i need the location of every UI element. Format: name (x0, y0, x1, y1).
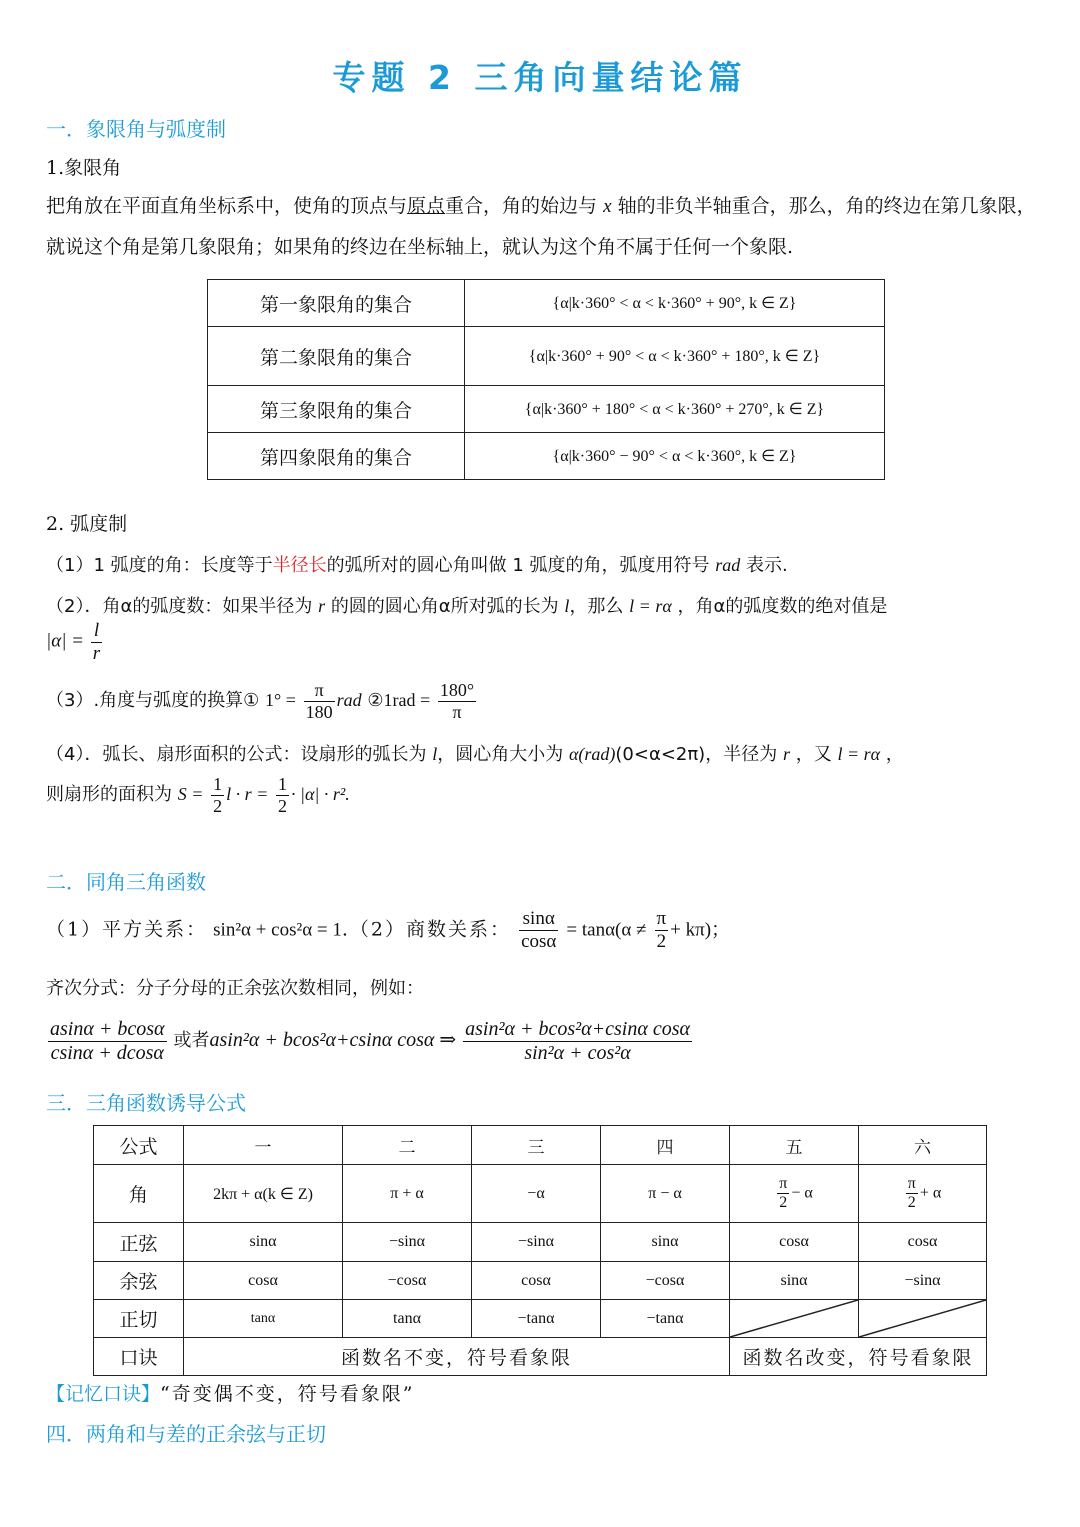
den: 2 (907, 1194, 916, 1211)
text: 把角放在平面直角坐标系中，使角的顶点与 (46, 195, 408, 217)
table-row (94, 1262, 987, 1300)
text: （1）平方关系： (46, 918, 208, 941)
abs-alpha-formula (46, 620, 104, 665)
pythag-identity: sin²α + cos²α = 1 (213, 919, 342, 941)
table-row (94, 1338, 987, 1376)
row-label: 正切 (94, 1300, 184, 1338)
radian-item-3 (46, 680, 478, 722)
angle-cell: −α (472, 1165, 601, 1223)
lhs: |α| = (46, 630, 84, 652)
tail: + α (919, 1184, 942, 1202)
value-cell: sinα (730, 1262, 859, 1300)
value-cell: sinα (601, 1223, 730, 1262)
quad-label: 第一象限角的集合 (208, 280, 465, 327)
formula-l-eq: l = rα (629, 596, 672, 616)
den: r (92, 642, 101, 664)
underlined-origin: 原点 (407, 195, 446, 217)
deg-eq: 1° = (265, 690, 296, 711)
value-cell: cosα (859, 1223, 987, 1262)
expr: l · r = (226, 784, 269, 805)
value-cell: −sinα (343, 1223, 472, 1262)
quadrant-set-table (207, 279, 885, 480)
text: （3）.角度与弧度的换算① (46, 690, 260, 712)
fraction-l-over-r (91, 620, 102, 665)
num: 1 (278, 774, 288, 794)
fraction-pi-180 (304, 680, 335, 722)
num: π (656, 908, 667, 929)
text: （1）1 弧度的角：长度等于 (46, 555, 273, 576)
or-text: 或者 (173, 1030, 210, 1052)
diagonal-line (730, 1300, 858, 1337)
quad-set: {α|k·360° + 90° < α < k·360° + 180°, k ∈ Z} (465, 327, 885, 386)
text: 则扇形的面积为 (46, 784, 172, 806)
fraction-180-pi (438, 680, 476, 722)
text: ，又 (795, 744, 832, 765)
num: π (304, 680, 335, 702)
radian-item-1 (46, 551, 788, 577)
quad-set: {α|k·360° − 90° < α < k·360°, k ∈ Z} (465, 433, 885, 480)
quad-set: {α|k·360° < α < k·360° + 90°, k ∈ Z} (465, 280, 885, 327)
angle-cell (730, 1165, 859, 1223)
table-row (208, 327, 885, 386)
radian-item-2 (46, 592, 887, 618)
quad-label: 第四象限角的集合 (208, 433, 465, 480)
fraction-pi-2 (906, 1175, 918, 1213)
header-cell: 二 (343, 1126, 472, 1165)
table-row (94, 1300, 987, 1338)
section-heading-2: 二．同角三角函数 (46, 870, 206, 894)
text: （4）．弧长、扇形面积的公式：设扇形的弧长为 (46, 744, 427, 765)
same-angle-relations (46, 908, 730, 953)
table-row (94, 1165, 987, 1223)
table-row (94, 1223, 987, 1262)
homogeneous-example (46, 1018, 694, 1065)
mnemonic-cell: 函数名不变，符号看象限 (184, 1338, 730, 1376)
text: (0<α<2π)，半径为 (615, 744, 778, 765)
page-title: 专题 2 三角向量结论篇 (332, 58, 748, 97)
value-cell: tanα (343, 1300, 472, 1338)
num: l (91, 620, 102, 643)
quad-label: 第三象限角的集合 (208, 386, 465, 433)
homogeneous-note: 齐次分式：分子分母的正余弦次数相同，例如： (46, 978, 424, 999)
section-heading-4: 四．两角和与差的正余弦与正切 (46, 1422, 326, 1446)
text: ，角α的弧度数的绝对值是 (677, 596, 888, 617)
fraction-pi-2 (655, 908, 669, 953)
den: 2 (278, 795, 288, 816)
table-row (208, 433, 885, 480)
unit-rad: rad (336, 690, 362, 711)
value-cell: sinα (184, 1223, 343, 1262)
radian-item-4 (46, 740, 904, 766)
expr: asin²α + bcos²α+csinα cosα ⇒ (209, 1029, 457, 1052)
value-cell: tanα (184, 1300, 343, 1338)
quadrant-definition (46, 186, 1036, 268)
var-l: l (564, 596, 570, 616)
value-cell: −cosα (601, 1262, 730, 1300)
var-l: l (432, 744, 438, 764)
empty-diagonal-cell (859, 1300, 987, 1338)
num: asin²α + bcos²α+csinα cosα (465, 1018, 690, 1040)
fraction-sin-cos (519, 908, 558, 953)
alpha-rad: α(rad) (568, 744, 616, 764)
num: asinα + bcosα (50, 1018, 165, 1040)
text: ，圆心角大小为 (437, 744, 564, 765)
text: ，那么 (569, 596, 624, 617)
empty-diagonal-cell (730, 1300, 859, 1338)
num: π (777, 1175, 789, 1194)
table-row (94, 1126, 987, 1165)
num: 180° (439, 680, 475, 700)
num: sinα (519, 908, 558, 931)
section-heading-3: 三．三角函数诱导公式 (46, 1091, 246, 1115)
value-cell: −sinα (859, 1262, 987, 1300)
row-label: 余弦 (94, 1262, 184, 1300)
den: 2 (656, 930, 667, 952)
expr: = tanα(α ≠ (566, 919, 647, 941)
header-cell: 六 (859, 1126, 987, 1165)
value-cell: −cosα (343, 1262, 472, 1300)
memory-tag: 【记忆口诀】 (46, 1383, 161, 1405)
header-cell: 三 (472, 1126, 601, 1165)
num: 1 (213, 774, 223, 794)
expr: + kπ)； (670, 919, 731, 941)
header-cell: 四 (601, 1126, 730, 1165)
value-cell: cosα (184, 1262, 343, 1300)
value-cell: cosα (472, 1262, 601, 1300)
quad-set: {α|k·360° + 180° < α < k·360° + 270°, k ∈ Z} (465, 386, 885, 433)
rad-eq: ②1rad = (367, 690, 431, 711)
diagonal-line (859, 1300, 986, 1337)
fraction-quadratic (463, 1018, 692, 1065)
text: .（2）商数关系： (341, 918, 512, 941)
value-cell: −tanα (472, 1300, 601, 1338)
row-label: 口诀 (94, 1338, 184, 1376)
header-cell: 公式 (94, 1126, 184, 1165)
den: sin²α + cos²α (524, 1042, 631, 1064)
quad-label: 第二象限角的集合 (208, 327, 465, 386)
angle-cell (859, 1165, 987, 1223)
fraction-linear (48, 1018, 167, 1065)
memory-text: “奇变偶不变，符号看象限” (160, 1383, 415, 1405)
expr: · |α| · r². (291, 784, 350, 805)
radian-item-5 (46, 774, 350, 816)
var-r: r (782, 744, 790, 764)
var-r: r (318, 596, 326, 616)
text: 轴的非负半轴重合，那么，角的终边在第几象限，就说这个角是第几象限角；如果角的终边在坐标轴上，就认为这个角不属于任何一个象限. (46, 195, 1036, 258)
tail: − α (791, 1184, 813, 1202)
subheading-radian: 2. 弧度制 (46, 513, 128, 535)
fraction-half (276, 774, 289, 816)
header-cell: 一 (184, 1126, 343, 1165)
highlight-radius: 半径长 (272, 555, 327, 576)
var-x: x (603, 196, 612, 217)
subheading-quadrant: 1.象限角 (46, 157, 122, 179)
den: csinα + dcosα (50, 1042, 164, 1064)
fraction-pi-2 (777, 1175, 789, 1213)
table-row (208, 280, 885, 327)
unit-rad: rad (715, 555, 741, 575)
mnemonic-cell: 函数名改变，符号看象限 (730, 1338, 987, 1376)
row-label: 角 (94, 1165, 184, 1223)
fraction-half (211, 774, 224, 816)
text: 的圆的圆心角α所对弧的长为 (330, 596, 559, 617)
angle-cell: π + α (343, 1165, 472, 1223)
section-heading-1: 一．象限角与弧度制 (46, 117, 226, 141)
table-row (208, 386, 885, 433)
den: cosα (521, 930, 557, 952)
num: π (906, 1175, 918, 1194)
text: 的弧所对的圆心角叫做 1 弧度的角，弧度用符号 (326, 555, 710, 576)
text: ， (885, 744, 904, 765)
angle-cell: 2kπ + α(k ∈ Z) (184, 1165, 343, 1223)
text: 表示. (746, 555, 788, 576)
value-cell: cosα (730, 1223, 859, 1262)
header-cell: 五 (730, 1126, 859, 1165)
angle-cell: π − α (601, 1165, 730, 1223)
var-S: S = (177, 784, 204, 805)
value-cell: −tanα (601, 1300, 730, 1338)
den: π (452, 701, 462, 722)
text: （2）．角α的弧度数：如果半径为 (46, 596, 313, 617)
text: 重合，角的始边与 (445, 195, 598, 217)
den: 2 (213, 795, 223, 816)
memory-tip (46, 1379, 414, 1406)
den: 180 (305, 701, 333, 722)
formula-l-eq: l = rα (837, 744, 881, 764)
row-label: 正弦 (94, 1223, 184, 1262)
induction-formula-table (93, 1125, 987, 1376)
den: 2 (779, 1194, 788, 1211)
value-cell: −sinα (472, 1223, 601, 1262)
